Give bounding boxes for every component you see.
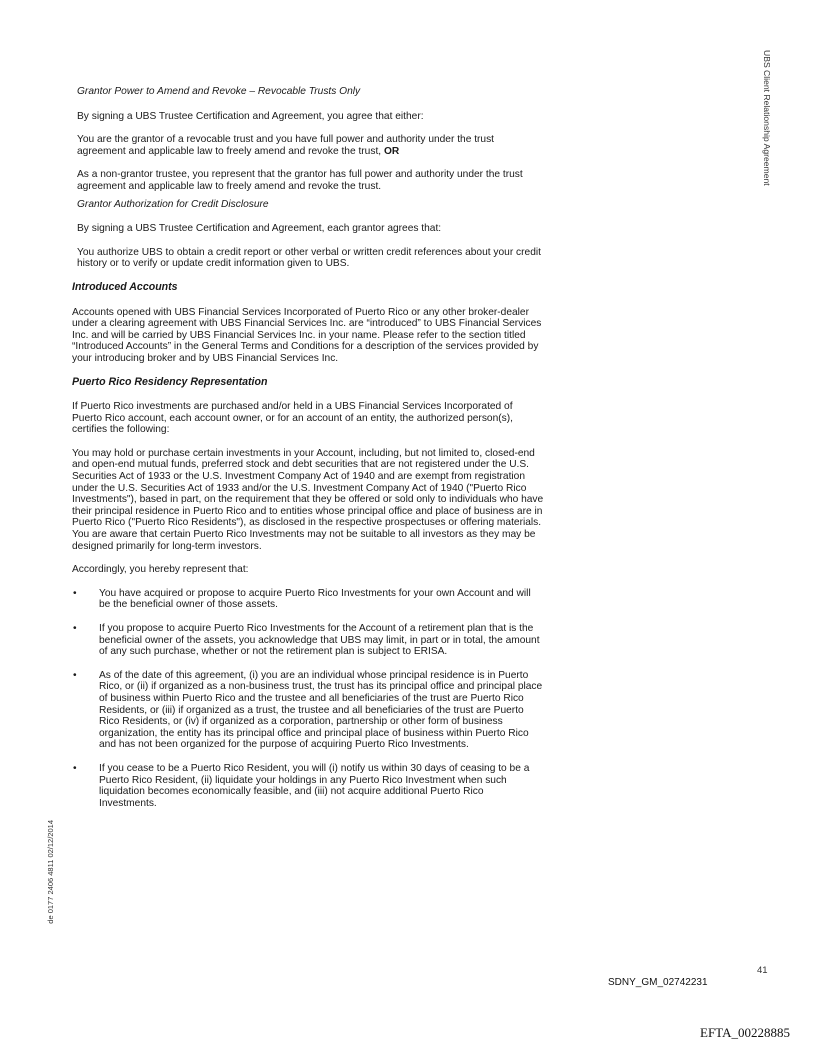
side-document-title: UBS Client Relationship Agreement [762,50,772,186]
list-item [72,670,544,751]
credit-disclosure-body: You authorize UBS to obtain a credit report or other verbal or written credit references about your credit history or to verify or update credit information given to UBS. [77,246,541,270]
bullet-icon: • [73,587,77,599]
bullet-icon: • [73,762,77,774]
efta-stamp: EFTA_00228885 [700,1025,790,1040]
bullet-icon: • [73,623,77,634]
credit-disclosure-title: Grantor Authorization for Credit Disclosure [77,198,269,210]
representation-list [72,588,544,810]
list-item-text: If you cease to be a Puerto Rico Resident, you will (i) notify us within 30 days of ceasing to be a Puerto Rico Resident, (ii) liquidate your holdings in any Puerto Rico Investment when such liquidation becomes economically feasible, and (iii) not acquire additional Puerto Rico Investments. [99,762,530,809]
list-item-text: As of the date of this agreement, (i) you are an individual whose principal residence is in Puerto Rico, or (ii) if organized as a non-business trust, the trust has its principal office and principal place of business within Puerto Rico and the trustee and all beneficiaries of the trust are Puerto Rico Residents, or (iii) if organized as a trust, the trustee and all beneficiaries of the trust are Puerto Rico Residents, or (iv) if organized as a corporation, partnership or other form of business organization, the entity has its principal office and principal place of business within Puerto Rico and has not been organized for the purpose of acquiring Puerto Rico Investments. [99,669,543,751]
option-1-text: You are the grantor of a revocable trust and you have full power and authority under the trust agreement and applicable law to freely amend and revoke the trust, [77,134,495,157]
list-item-text: You have acquired or propose to acquire Puerto Rico Investments for your own Account and will be the beneficial owner of those assets. [99,587,531,611]
document-body [72,86,544,821]
pr-residency-paragraph-1: If Puerto Rico investments are purchased and/or held in a UBS Financial Services Incorporated of Puerto Rico account, each account owner, or for an account of an entity, the authorized person(s), certifies the following: [72,401,513,436]
list-item [72,763,544,809]
credit-disclosure-intro: By signing a UBS Trustee Certification and Agreement, each grantor agrees that: [77,223,442,235]
amend-revoke-option-1 [77,134,544,157]
amend-revoke-intro: By signing a UBS Trustee Certification and Agreement, you agree that either: [77,110,424,122]
amend-revoke-title: Grantor Power to Amend and Revoke – Revocable Trusts Only [77,86,361,97]
list-item [72,623,544,658]
amend-revoke-option-2: As a non-grantor trustee, you represent that the grantor has full power and authority under the trust agreement and applicable law to freely amend and revoke the trust. [77,169,523,192]
pr-residency-paragraph-2: You may hold or purchase certain investments in your Account, including, but not limited to, closed-end and open-end mutual funds, preferred stock and debt securities that are not registered under the U.S. Securities Act of 1933 or the U.S. Investment Company Act of 1940 and are exempt from registration under the U.S. Securities Act of 1933 and/or the U.S. Investment Company Act of 1940 ("Puerto Rico Investments"), based in part, on the requirement that they be offered or sold only to individuals who have their principal residence in Puerto Rico and to entities whose principal office and place of business are in Puerto Rico ("Puerto Rico Residents"), as disclosed in the respective prospectuses or offering materials. You are aware that certain Puerto Rico Investments may not be suitable to all investors as they may be designed primarily for long-term investors. [72,447,544,552]
side-document-code: de 0177 2406 4811 02/12/2014 [46,820,55,924]
page-number: 41 [757,965,768,976]
bates-number: SDNY_GM_02742231 [608,977,708,988]
trust-section [72,86,544,270]
pr-residency-heading: Puerto Rico Residency Representation [72,375,268,388]
list-item [72,588,544,611]
or-keyword: OR [383,145,400,157]
list-item-text: If you propose to acquire Puerto Rico Investments for the Account of a retirement plan that is the beneficial owner of the assets, you acknowledge that UBS may limit, in part or in total, the amount of any such purchase, whether or not the retirement plan is subject to ERISA. [99,623,540,658]
introduced-accounts-body: Accounts opened with UBS Financial Services Incorporated of Puerto Rico or any other broker-dealer under a clearing agreement with UBS Financial Services Inc. are “introduced” to UBS Financial Services Inc. and will be carried by UBS Financial Services Inc. in your name. Please refer to the section titled “Introduced Accounts” in the General Terms and Conditions for a description of the services provided by your introducing broker and by UBS Financial Services Inc. [72,306,542,364]
introduced-accounts-heading: Introduced Accounts [72,280,178,293]
pr-residency-paragraph-3: Accordingly, you hereby represent that: [72,564,249,576]
bullet-icon: • [73,669,77,681]
